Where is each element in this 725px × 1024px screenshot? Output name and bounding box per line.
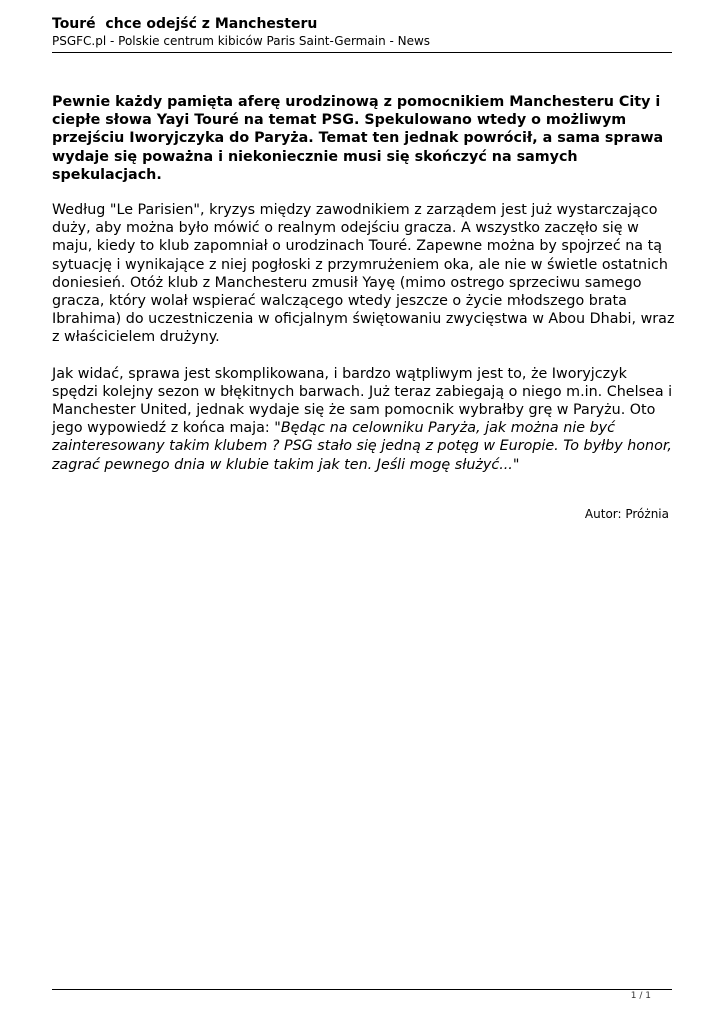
article-lead: Pewnie każdy pamięta aferę urodzinową z pomocnikiem Manchesteru City i ciepłe słowa Yayi Touré na temat PSG. Spekulowano wtedy o możliwym przejściu Iworyjczyka do Paryża. Temat ten jednak powrócił, a sama sprawa wydaje się poważna i niekoniecznie musi się skończyć na samych spekulacjach. <box>52 94 664 183</box>
footer-divider <box>52 989 672 990</box>
page-number: 1 / 1 <box>630 991 651 1001</box>
article-author: Autor: Próżnia <box>584 507 669 521</box>
article-paragraph-2 <box>52 365 677 474</box>
paragraph-2-outro: " <box>512 456 520 473</box>
header-divider <box>52 52 672 53</box>
paragraph-2-intro: Jak widać, sprawa jest skomplikowana, i bardzo wątpliwym jest to, że Iworyjczyk spędzi kolejny sezon w błękitnych barwach. Już teraz zabiegają o niego m.in. Chelsea i Manchester United, jednak wydaje się że sam pomocnik wybrałby grę w Paryżu. Oto jego wypowiedź z końca maja: " <box>52 365 673 437</box>
article-paragraph-1: Według "Le Parisien", kryzys między zawodnikiem z zarządem jest już wystarczająco duży, aby można było mówić o realnym odejściu gracza. A wszystko zaczęło się w maju, kiedy to klub zapomniał o urodzinach Touré. Zapewne można by spojrzeć na tą sytuację i wynikające z niej pogłoski z przymrużeniem oka, ale nie w świetle ostatnich doniesień. Otóż klub z Manchesteru zmusił Yayę (mimo ostrego sprzeciwu samego gracza, który wolał wspierać walczącego wtedy jeszcze o życie młodszego brata Ibrahima) do uczestniczenia w oficjalnym świętowaniu zwycięstwa w Abou Dhabi, wraz z właścicielem drużyny. <box>52 202 675 346</box>
document-header <box>52 15 672 50</box>
site-subtitle: PSGFC.pl - Polskie centrum kibiców Paris Saint-Germain - News <box>52 34 431 48</box>
article-title: Touré chce odejść z Manchesteru <box>52 16 318 32</box>
toure-quote: Będąc na celowniku Paryża, jak można nie być zainteresowany takim klubem ? PSG stało się jedną z potęg w Europie. To byłby honor, zagrać pewnego dnia w klubie takim jak ten. Jeśli mogę służyć... <box>52 420 672 473</box>
article-body <box>52 93 677 492</box>
